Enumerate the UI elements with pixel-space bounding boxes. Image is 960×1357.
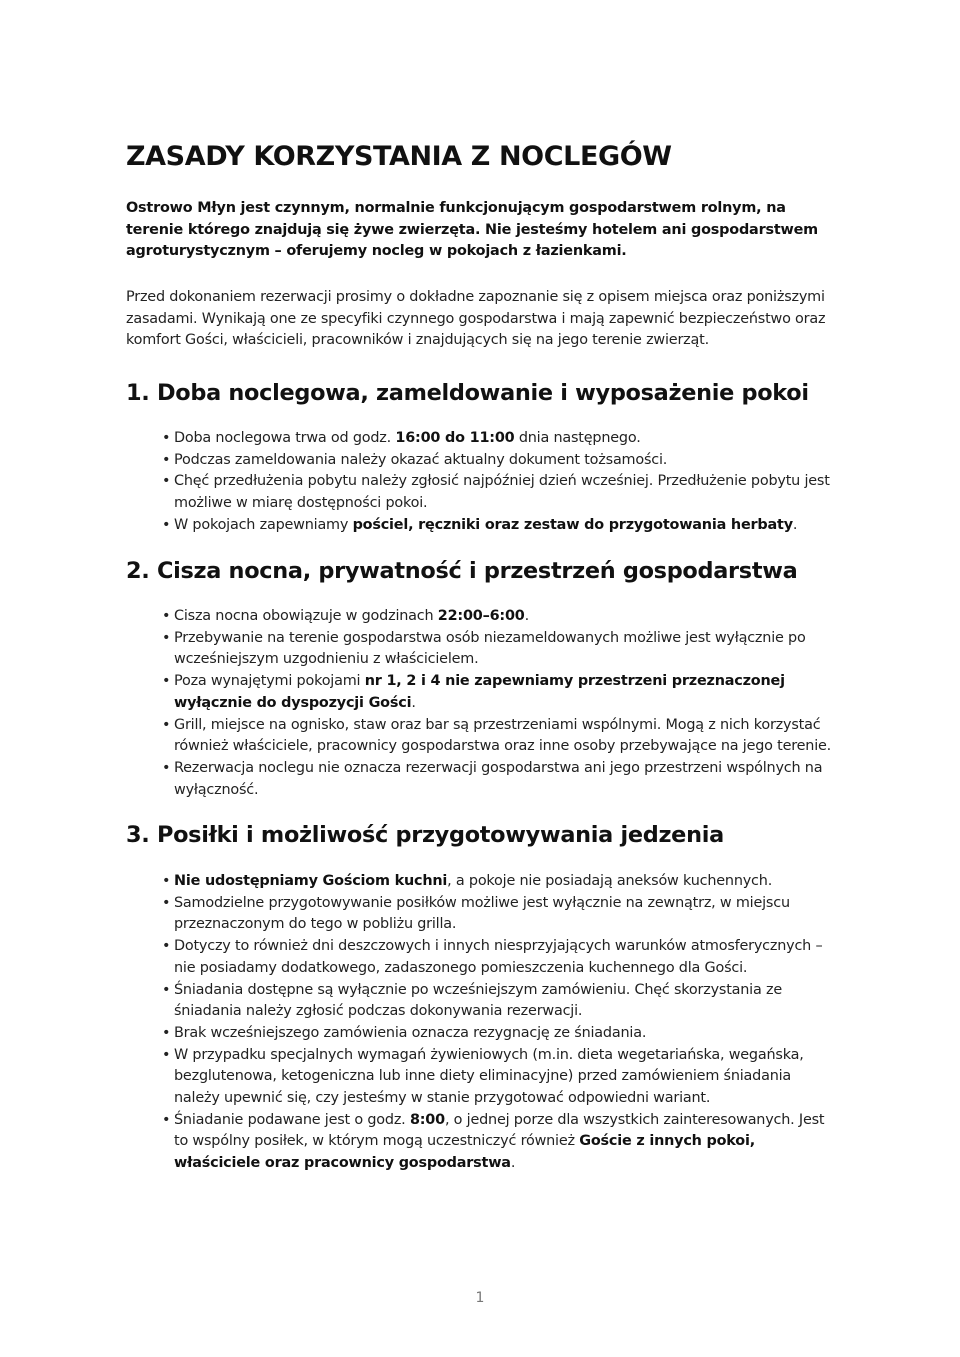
bullet-icon: •	[162, 629, 171, 646]
list-item	[160, 871, 840, 893]
text: , o jednej porze dla wszystkich zainteresowanych. Jest to wspólny posiłek, w którym mogą uczestniczyć również	[174, 1111, 825, 1150]
text: Brak wcześniejszego zamówienia oznacza rezygnację ze śniadania.	[174, 1024, 647, 1041]
section-title-1: 1. Doba noclegowa, zameldowanie i wyposażenie pokoi	[126, 380, 809, 406]
bullet-icon: •	[162, 451, 171, 468]
list-item	[160, 936, 840, 979]
list-item	[160, 1023, 840, 1045]
text: Samodzielne przygotowywanie posiłków możliwe jest wyłącznie na zewnątrz, w miejscu przeznaczonym do tego w pobliżu grilla.	[174, 894, 790, 933]
section-1-list	[160, 428, 840, 537]
text: .	[510, 1155, 516, 1172]
list-item	[160, 428, 840, 450]
bullet-icon: •	[162, 673, 171, 690]
text: Rezerwacja noclegu nie oznacza rezerwacji gospodarstwa ani jego przestrzeni wspólnych na wyłączność.	[174, 759, 823, 798]
intro-paragraph: Przed dokonaniem rezerwacji prosimy o dokładne zapoznanie się z opisem miejsca oraz poniższymi zasadami. Wynikają one ze specyfiki czynnego gospodarstwa i mają zapewnić bezpieczeństwo oraz komfort Gości, właścicieli, pracowników i znajdujących się na jego terenie zwierząt.	[126, 289, 826, 349]
text: W przypadku specjalnych wymagań żywieniowych (m.in. dieta wegetariańska, wegańska, bezglutenowa, ketogeniczna lub inne diety eliminacyjne) przed zamówieniem śniadania należy upewnić się, czy jesteśmy w stanie przygotować odpowiedni wariant.	[174, 1046, 804, 1107]
list-item	[160, 515, 840, 537]
bullet-icon: •	[162, 473, 171, 490]
bold-text: Nie udostępniamy Gościom kuchni	[174, 873, 448, 889]
bold-text: nr 1, 2 i 4 nie zapewniamy przestrzeni przeznaczonej wyłącznie do dyspozycji Gości	[174, 673, 785, 711]
document-title: ZASADY KORZYSTANIA Z NOCLEGÓW	[126, 141, 672, 172]
bullet-icon: •	[162, 608, 171, 624]
text: Chęć przedłużenia pobytu należy zgłosić najpóźniej dzień wcześniej. Przedłużenie pobytu jest możliwe w miarę dostępności pokoi.	[174, 473, 830, 512]
bullet-icon: •	[162, 894, 171, 911]
section-3-list	[160, 871, 840, 1175]
section-title-3: 3. Posiłki i możliwość przygotowywania jedzenia	[126, 822, 724, 848]
bullet-icon: •	[162, 938, 171, 955]
text: dnia następnego.	[514, 430, 641, 446]
text: Poza wynajętymi pokojami	[174, 673, 365, 690]
text: Śniadanie podawane jest o godz.	[174, 1111, 410, 1128]
text: Przebywanie na terenie gospodarstwa osób niezameldowanych możliwe jest wyłącznie po wcześniejszym uzgodnieniu z właścicielem.	[174, 629, 806, 668]
text: W pokojach zapewniamy	[174, 516, 353, 533]
section-2-list	[160, 606, 840, 801]
bullet-icon: •	[162, 1024, 171, 1041]
bullet-icon: •	[162, 716, 171, 733]
list-item	[160, 671, 840, 714]
bullet-icon: •	[162, 1111, 171, 1128]
section-title-2: 2. Cisza nocna, prywatność i przestrzeń gospodarstwa	[126, 558, 798, 584]
bold-text: 22:00–6:00	[437, 608, 525, 624]
list-item	[160, 606, 840, 628]
bold-text: 16:00 do 11:00	[395, 430, 515, 446]
bold-text: pościel, ręczniki oraz zestaw do przygotowania herbaty	[352, 516, 793, 533]
list-item	[160, 1110, 840, 1175]
intro-bold-paragraph: Ostrowo Młyn jest czynnym, normalnie funkcjonującym gospodarstwem rolnym, na terenie którego znajdują się żywe zwierzęta. Nie jesteśmy hotelem ani gospodarstwem agroturystycznym – oferujemy nocleg w pokojach z łazienkami.	[126, 200, 818, 260]
list-item	[160, 1045, 840, 1110]
text: , a pokoje nie posiadają aneksów kuchennych.	[447, 873, 773, 889]
text: Doba noclegowa trwa od godz.	[174, 430, 396, 446]
text: Podczas zameldowania należy okazać aktualny dokument tożsamości.	[174, 451, 668, 468]
list-item	[160, 628, 840, 671]
list-item	[160, 471, 840, 514]
bold-text: 8:00	[409, 1111, 445, 1128]
list-item	[160, 980, 840, 1023]
text: Cisza nocna obowiązuje w godzinach	[174, 608, 438, 624]
bold-text: Goście z innych pokoi, właściciele oraz pracownicy gospodarstwa	[174, 1133, 755, 1172]
bullet-icon: •	[162, 1046, 171, 1063]
list-item	[160, 758, 840, 801]
bullet-icon: •	[162, 873, 171, 889]
text: Dotyczy to również dni deszczowych i innych niesprzyjających warunków atmosferycznych – nie posiadamy dodatkowego, zadaszonego pomieszczenia kuchennego dla Gości.	[174, 938, 823, 976]
text: Grill, miejsce na ognisko, staw oraz bar są przestrzeniami wspólnymi. Mogą z nich korzystać również właściciele, pracownicy gospodarstwa oraz inne osoby przebywające na jego terenie.	[174, 716, 832, 755]
list-item	[160, 450, 840, 472]
text: .	[411, 694, 416, 711]
text: Śniadania dostępne są wyłącznie po wcześniejszym zamówieniu. Chęć skorzystania ze śniadania należy zgłosić podczas dokonywania rezerwacji.	[174, 981, 782, 1020]
list-item	[160, 893, 840, 936]
bullet-icon: •	[162, 981, 171, 998]
bullet-icon: •	[162, 759, 171, 776]
text: .	[792, 516, 798, 533]
page-number: 1	[475, 1290, 485, 1306]
bullet-icon: •	[162, 430, 171, 446]
bullet-icon: •	[162, 516, 171, 533]
list-item	[160, 715, 840, 758]
text: .	[524, 608, 529, 624]
